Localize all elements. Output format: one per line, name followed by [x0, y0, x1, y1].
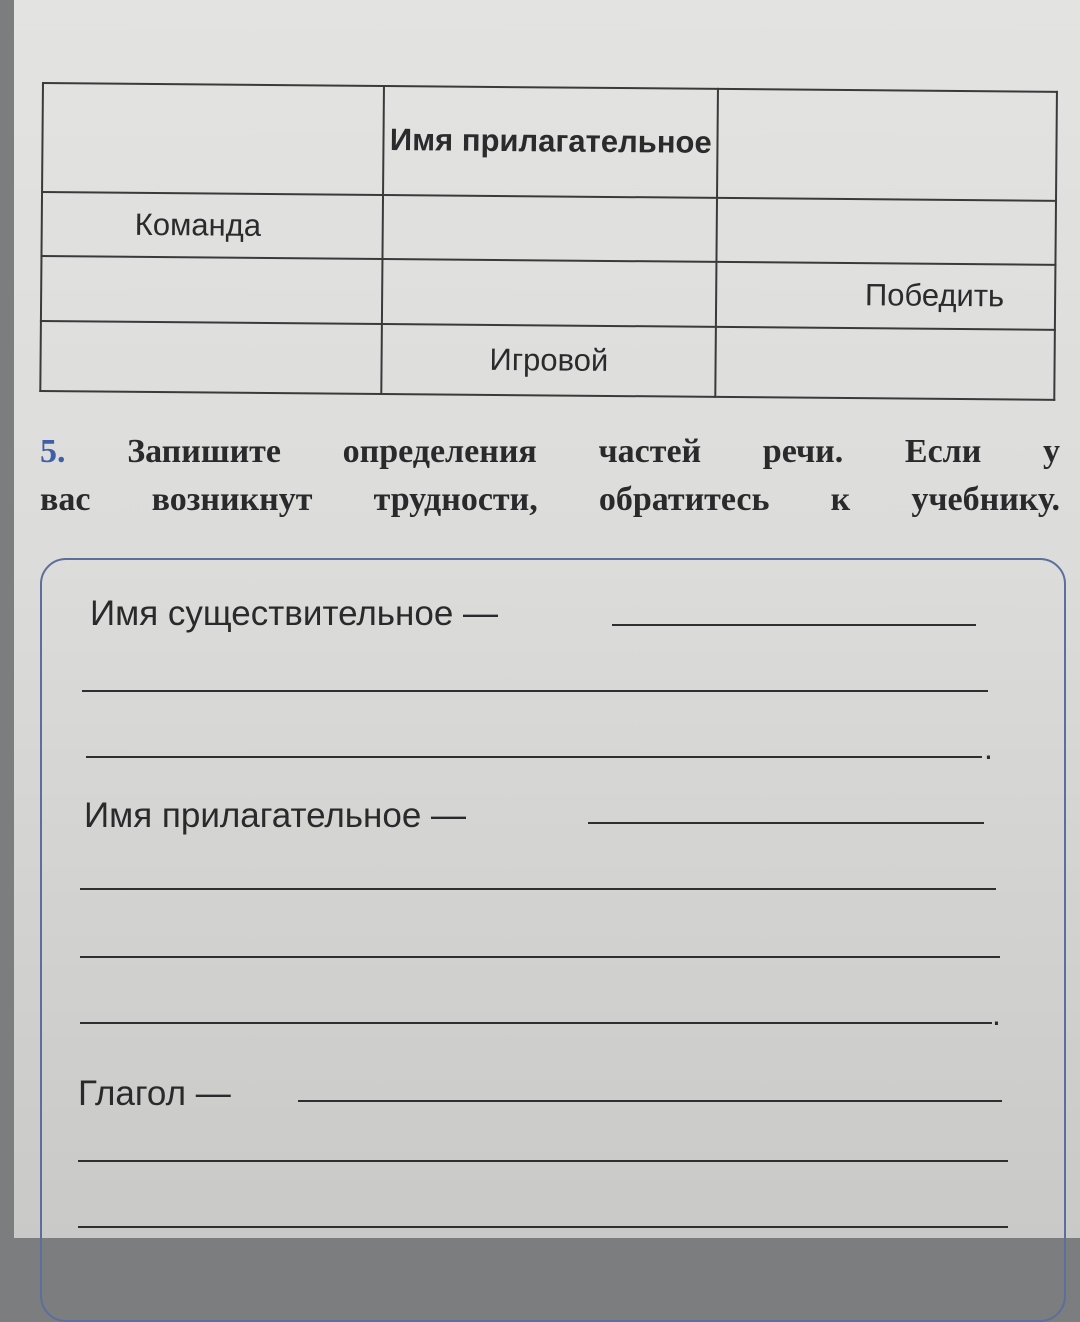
task-number: 5. — [40, 433, 66, 470]
period-mark: . — [984, 730, 993, 766]
verb-answer-line-3[interactable] — [78, 1226, 1008, 1228]
adjective-answer-line-3[interactable] — [80, 956, 1000, 958]
table-cell-blank[interactable] — [383, 195, 718, 262]
table-row — [41, 256, 1056, 329]
workbook-page — [14, 0, 1080, 1238]
table-cell-adjective: Игровой — [382, 323, 717, 396]
table-cell-blank[interactable] — [41, 256, 383, 323]
verb-definition-label: Глагол — — [78, 1074, 231, 1113]
table-cell — [42, 83, 384, 195]
adjective-definition-label: Имя прилагательное — — [84, 796, 467, 835]
noun-answer-line-3[interactable] — [86, 756, 982, 758]
verb-answer-line-1[interactable] — [298, 1100, 1002, 1102]
noun-answer-line-2[interactable] — [82, 690, 988, 692]
adjective-answer-line-1[interactable] — [588, 822, 984, 824]
verb-answer-line-2[interactable] — [78, 1160, 1008, 1162]
adjective-answer-line-2[interactable] — [80, 888, 996, 890]
table-cell-blank[interactable] — [717, 198, 1056, 265]
table-row — [40, 321, 1055, 400]
table-header-row — [42, 83, 1057, 201]
table-cell — [717, 89, 1057, 201]
adjective-answer-line-4[interactable] — [80, 1022, 992, 1024]
task-text-line-1: Запишите определения частей речи. Если у — [127, 433, 1061, 470]
definitions-frame — [40, 558, 1066, 1322]
noun-answer-line-1[interactable] — [612, 624, 976, 626]
table-cell-verb: Победить — [716, 262, 1055, 329]
column-header-adjective: Имя прилагательное — [383, 86, 718, 198]
table-cell-noun: Команда — [41, 192, 383, 259]
table-row — [41, 192, 1056, 265]
task-instruction — [40, 428, 1060, 524]
noun-definition-label: Имя существительное — — [90, 594, 499, 633]
table-cell-blank[interactable] — [716, 326, 1055, 399]
task-text-line-2: вас возникнут трудности, обратитесь к учебнику. — [40, 481, 1060, 518]
table-cell-blank[interactable] — [40, 321, 382, 394]
table-cell-blank[interactable] — [382, 259, 717, 326]
word-forms-table — [39, 82, 1058, 401]
period-mark: . — [992, 996, 1001, 1032]
